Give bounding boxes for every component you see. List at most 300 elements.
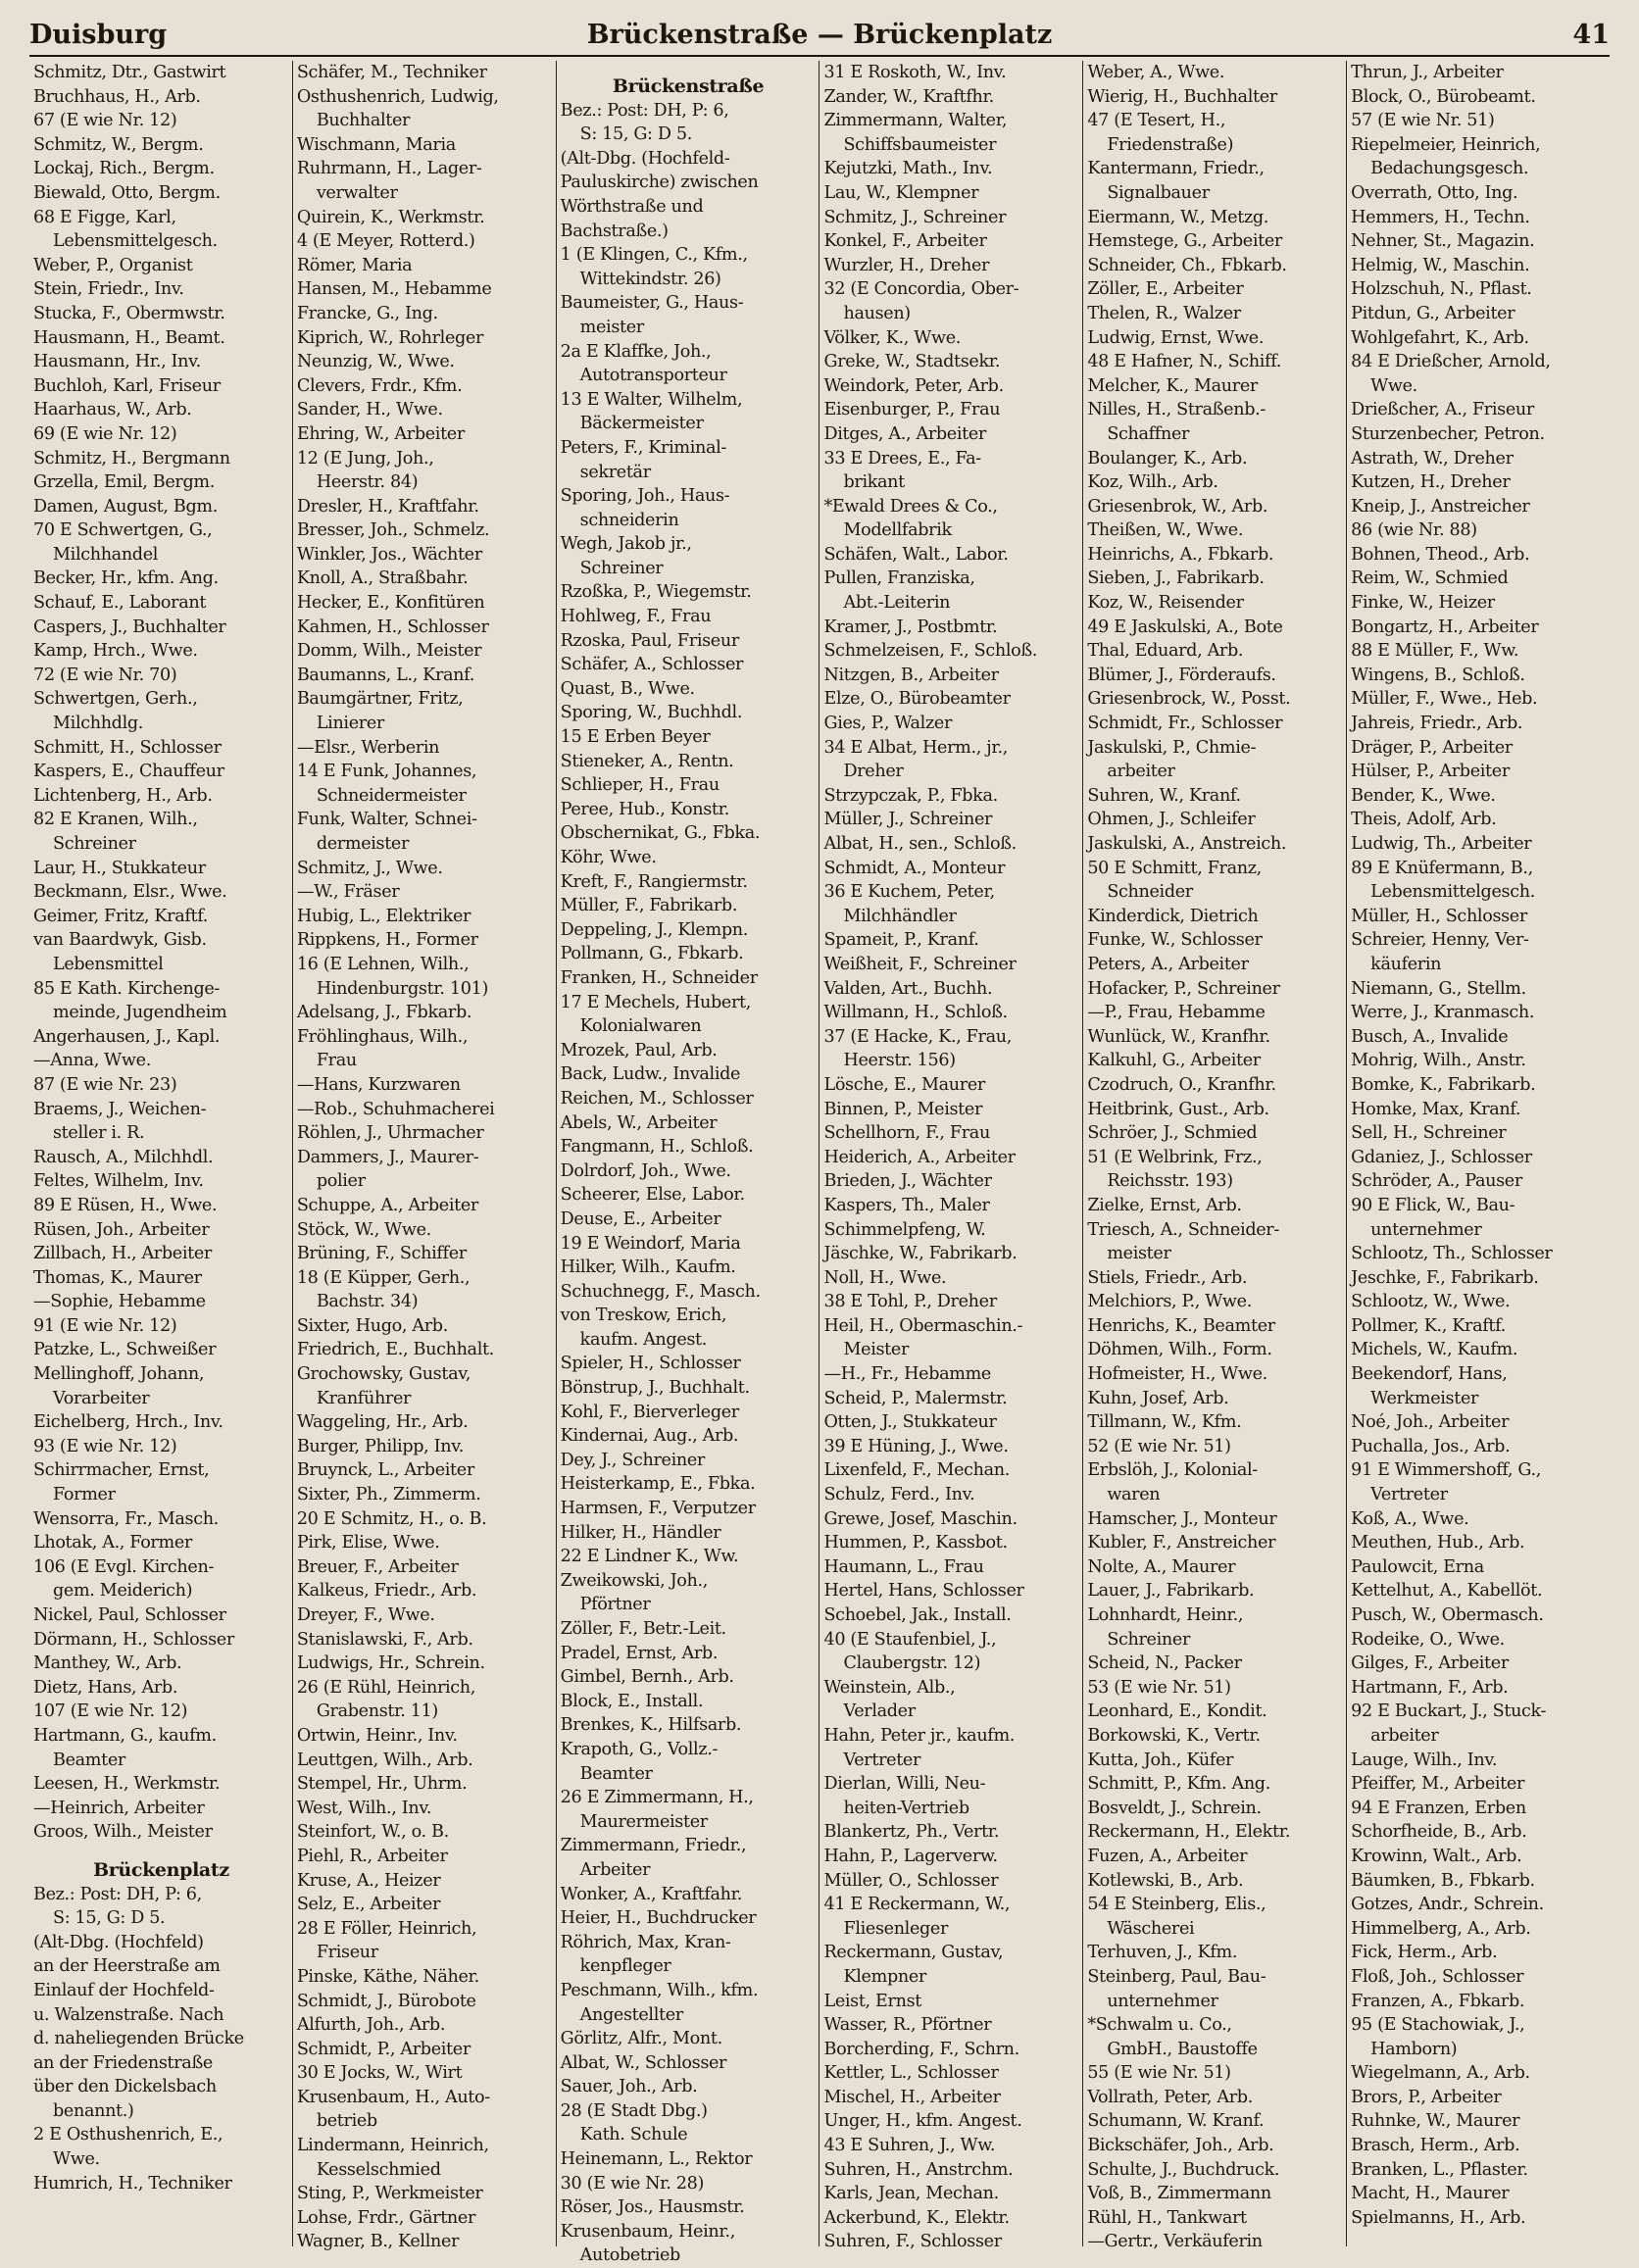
column-6 — [1346, 61, 1610, 2246]
entry-continuation: Kath. Schule — [579, 2125, 688, 2145]
directory-entry: Fick, Herm., Arb. — [1351, 1943, 1498, 1963]
column-1 — [29, 61, 292, 2246]
entry-continuation: Hindenburgstr. 101) — [316, 978, 488, 999]
entry-continuation: S: 15, G: D 5. — [53, 1908, 166, 1929]
directory-entry: 41 E Reckermann, W., — [823, 1895, 1011, 1915]
directory-entry: 47 (E Tesert, H., — [1087, 111, 1226, 131]
directory-entry: Meuthen, Hub., Arb. — [1351, 1533, 1525, 1553]
entry-continuation: Schreiner — [579, 558, 664, 578]
directory-entry: Müller, O., Schlosser — [823, 1870, 999, 1891]
directory-entry: Krusenbaum, Heinr., — [560, 2221, 735, 2242]
directory-entry: Borcherding, F., Schrn. — [823, 2039, 1019, 2059]
directory-entry: Hamscher, J., Monteur — [1087, 1508, 1277, 1529]
directory-entry: Wischmann, Maria — [296, 134, 456, 155]
directory-entry: Schäfer, M., Techniker — [296, 63, 487, 82]
entry-continuation: Kranführer — [316, 1388, 412, 1408]
entry-continuation: Schiffsbaumeister — [843, 134, 997, 155]
directory-entry: Himmelberg, A., Arb. — [1351, 1918, 1531, 1939]
directory-entry: Willmann, H., Schloß. — [823, 1003, 1008, 1023]
directory-entry: Haarhaus, W., Arb. — [33, 400, 192, 420]
directory-entry: Harmsen, F., Verputzer — [560, 1499, 756, 1519]
directory-entry: Kiprich, W., Rohrleger — [296, 327, 484, 348]
entry-continuation: Bedachungsgesch. — [1370, 159, 1529, 179]
directory-entry: Pfeiffer, M., Arbeiter — [1351, 1774, 1525, 1795]
directory-entry: Ludwigs, Hr., Schrein. — [296, 1653, 485, 1674]
directory-entry: Kinderdick, Dietrich — [1087, 906, 1259, 926]
entry-continuation: meister — [1107, 1244, 1171, 1264]
directory-entry: Hahn, Peter jr., kaufm. — [823, 1725, 1016, 1746]
directory-entry: Suhren, H., Anstrchm. — [823, 2159, 1014, 2180]
entry-continuation: betrieb — [316, 2111, 377, 2132]
directory-entry: Kramer, J., Postbmtr. — [823, 616, 998, 637]
directory-entry: Erbslöh, J., Kolonial- — [1087, 1460, 1258, 1481]
directory-entry: 34 E Albat, Herm., jr., — [823, 737, 1008, 758]
directory-entry: Schmidt, Fr., Schlosser — [1087, 714, 1283, 734]
directory-entry: Bruynck, L., Arbeiter — [296, 1460, 474, 1481]
directory-entry: Wierig, H., Buchhalter — [1087, 86, 1277, 107]
directory-entry: Sixter, Hugo, Arb. — [296, 1315, 448, 1336]
directory-entry: Ortwin, Heinr., Inv. — [296, 1725, 458, 1746]
directory-entry: Schirrmacher, Ernst, — [33, 1460, 210, 1481]
directory-entry: Scheid, N., Packer — [1087, 1653, 1242, 1674]
directory-entry: 107 (E wie Nr. 12) — [33, 1701, 188, 1722]
directory-entry: 33 E Drees, E., Fa- — [823, 448, 981, 468]
directory-entry: Steinberg, Paul, Bau- — [1087, 1966, 1266, 1987]
directory-entry: (Alt-Dbg. (Hochfeld- — [560, 148, 730, 169]
directory-entry: Sporing, Joh., Haus- — [560, 486, 730, 507]
directory-entry: Reim, W., Schmied — [1351, 568, 1509, 589]
directory-entry: Groos, Wilh., Meister — [33, 1822, 213, 1843]
directory-entry: Bez.: Post: DH, P: 6, — [33, 1884, 202, 1904]
directory-entry: Schwertgen, Gerh., — [33, 689, 198, 710]
directory-entry: Hilker, Wilh., Kaufm. — [560, 1257, 736, 1278]
directory-entry: 72 (E wie Nr. 70) — [33, 665, 177, 685]
directory-entry: 30 (E wie Nr. 28) — [560, 2173, 704, 2194]
directory-entry: Otten, J., Stukkateur — [823, 1412, 997, 1433]
directory-entry: Sander, H., Wwe. — [296, 400, 443, 420]
directory-entry: Henrichs, K., Beamter — [1087, 1315, 1275, 1336]
directory-entry: Lau, W., Klempner — [823, 182, 979, 203]
directory-entry: Strzypczak, P., Fbka. — [823, 785, 998, 806]
entry-continuation: Vertreter — [843, 1750, 921, 1770]
directory-entry: Tillmann, W., Kfm. — [1087, 1412, 1242, 1433]
directory-entry: Bickschäfer, Joh., Arb. — [1087, 2136, 1274, 2156]
directory-entry: Macht, H., Maurer — [1351, 2184, 1510, 2204]
entry-continuation: benannt.) — [53, 2100, 134, 2121]
directory-entry: Hilker, H., Händler — [560, 1522, 721, 1543]
street-heading: Brückenstraße — [612, 75, 765, 97]
column-4 — [819, 61, 1082, 2252]
directory-entry: Laur, H., Stukkateur — [33, 858, 206, 878]
entry-continuation: Milchhandel — [53, 544, 159, 565]
entry-continuation: käuferin — [1370, 954, 1442, 974]
entry-continuation: Werkmeister — [1370, 1388, 1479, 1408]
directory-entry: Obschernikat, G., Fbka. — [560, 823, 761, 844]
directory-entry: Wonker, A., Kraftfahr. — [560, 1884, 743, 1904]
directory-entry: Peree, Hub., Konstr. — [560, 799, 730, 819]
directory-entry: 87 (E wie Nr. 23) — [33, 1074, 177, 1095]
directory-entry: Schorfheide, B., Arb. — [1351, 1822, 1527, 1843]
directory-entry: Brüning, F., Schiffer — [296, 1244, 467, 1264]
directory-entry: Blümer, J., Förderaufs. — [1087, 665, 1276, 685]
directory-entry: Pradel, Ernst, Arb. — [560, 1643, 719, 1663]
directory-entry: 52 (E wie Nr. 51) — [1087, 1436, 1231, 1456]
directory-entry: von Treskow, Erich, — [560, 1306, 727, 1326]
directory-entry: Schuchnegg, F., Masch. — [560, 1281, 761, 1302]
directory-entry: Jahreis, Friedr., Arb. — [1351, 714, 1523, 734]
directory-entry: 93 (E wie Nr. 12) — [33, 1436, 177, 1456]
directory-entry: Caspers, J., Buchhalter — [33, 616, 226, 637]
directory-entry: 91 (E wie Nr. 12) — [33, 1315, 177, 1336]
directory-entry: Lindermann, Heinrich, — [296, 2136, 489, 2156]
entry-continuation: Vorarbeiter — [53, 1388, 150, 1408]
directory-entry: Schlieper, H., Frau — [560, 775, 720, 796]
directory-entry: Lockaj, Rich., Bergm. — [33, 159, 215, 179]
directory-entry: Zweikowski, Joh., — [560, 1570, 709, 1591]
directory-entry: Kalkeus, Friedr., Arb. — [296, 1581, 477, 1602]
directory-entry: West, Wilh., Inv. — [296, 1798, 432, 1818]
entry-continuation: gem. Meiderich) — [53, 1581, 193, 1602]
directory-entry: Krowinn, Walt., Arb. — [1351, 1846, 1522, 1866]
directory-entry: Schreier, Henny, Ver- — [1351, 930, 1529, 951]
directory-entry: Terhuven, J., Kfm. — [1087, 1943, 1238, 1963]
directory-entry: Hemstege, G., Arbeiter — [1087, 231, 1282, 252]
directory-entry: an der Friedenstraße — [33, 2052, 213, 2073]
entry-continuation: Former — [53, 1485, 116, 1505]
entry-continuation: brikant — [843, 472, 905, 493]
entry-continuation: Reichsstr. 193) — [1107, 1171, 1233, 1192]
directory-entry: Kuhn, Josef, Arb. — [1087, 1388, 1229, 1408]
directory-entry: Dammers, J., Maurer- — [296, 1147, 479, 1167]
directory-entry: Theis, Adolf, Arb. — [1351, 810, 1497, 830]
directory-entry: Lhotak, A., Former — [33, 1533, 192, 1553]
directory-entry: Nolte, A., Maurer — [1087, 1556, 1236, 1577]
directory-entry: Unger, H., kfm. Angest. — [823, 2111, 1022, 2132]
directory-entry: Hemmers, H., Techn. — [1351, 207, 1530, 227]
directory-entry: Kubler, F., Anstreicher — [1087, 1533, 1276, 1553]
directory-entry: 12 (E Jung, Joh., — [296, 448, 434, 468]
directory-entry: Hahn, P., Lagerverw. — [823, 1846, 998, 1866]
directory-entry: Kreft, F., Rangiermstr. — [560, 871, 748, 892]
directory-entry: Schmitt, P., Kfm. Ang. — [1087, 1774, 1270, 1795]
directory-entry: Angerhausen, J., Kapl. — [33, 1026, 221, 1047]
directory-entry: Bachstraße.) — [560, 221, 669, 241]
directory-entry: Hummen, P., Kassbot. — [823, 1533, 1008, 1553]
directory-entry: Drießcher, A., Friseur — [1351, 400, 1534, 420]
directory-entry: Stiels, Friedr., Arb. — [1087, 1267, 1248, 1288]
directory-entry: Jaskulski, A., Anstreich. — [1087, 834, 1287, 854]
directory-entry: —Heinrich, Arbeiter — [33, 1798, 205, 1818]
header-street-range: Brückenstraße — Brückenplatz — [586, 20, 1053, 50]
directory-entry: Leesen, H., Werkmstr. — [33, 1774, 221, 1795]
directory-entry: Wurzler, H., Dreher — [823, 255, 990, 275]
directory-entry: Döhmen, Wilh., Form. — [1087, 1340, 1272, 1360]
directory-entry: Bruchhaus, H., Arb. — [33, 86, 201, 107]
directory-entry: Suhren, W., Kranf. — [1087, 785, 1241, 806]
directory-entry: Thomas, K., Maurer — [33, 1267, 202, 1288]
directory-entry: Quirein, K., Werkmstr. — [296, 207, 485, 227]
directory-entry: Schmitz, J., Schreiner — [823, 207, 1007, 227]
directory-entry: Quast, B., Wwe. — [560, 678, 695, 699]
directory-entry: —W., Fräser — [296, 882, 400, 903]
directory-entry: Alfurth, Joh., Arb. — [296, 2015, 446, 2036]
directory-entry: Stanislawski, F., Arb. — [296, 1629, 473, 1650]
entry-continuation: Schreiner — [1107, 1629, 1191, 1650]
directory-entry: Kruse, A., Heizer — [296, 1870, 441, 1891]
directory-entry: Bresser, Joh., Schmelz. — [296, 520, 490, 541]
directory-entry: Pullen, Franziska, — [823, 568, 975, 589]
directory-entry: Knoll, A., Straßbahr. — [296, 568, 469, 589]
directory-entry: Neunzig, W., Wwe. — [296, 352, 455, 372]
directory-entry: Jäschke, W., Fabrikarb. — [823, 1244, 1018, 1264]
entry-continuation: Lebensmittelgesch. — [1370, 882, 1535, 903]
directory-entry: 26 (E Rühl, Heinrich, — [296, 1677, 476, 1698]
directory-entry: Schmitz, Dtr., Gastwirt — [33, 63, 226, 82]
directory-entry: Pauluskirche) zwischen — [560, 173, 759, 193]
directory-entry: Wohlgefahrt, K., Arb. — [1351, 327, 1529, 348]
directory-entry: Schäfer, A., Schlosser — [560, 655, 744, 675]
directory-entry: Schumann, W. Kranf. — [1087, 2111, 1265, 2132]
directory-entry: Blankertz, Ph., Vertr. — [823, 1822, 1000, 1843]
directory-entry: Sell, H., Schreiner — [1351, 1123, 1507, 1144]
directory-entry: Kutzen, H., Dreher — [1351, 472, 1511, 493]
directory-entry: Pusch, W., Obermasch. — [1351, 1605, 1544, 1625]
directory-entry: Homke, Max, Kranf. — [1351, 1099, 1521, 1119]
directory-entry: Bäumken, B., Fbkarb. — [1351, 1870, 1535, 1891]
directory-entry: Dierlan, Willi, Neu- — [823, 1774, 986, 1795]
directory-entry: Hartmann, G., kaufm. — [33, 1725, 217, 1746]
page-header — [29, 16, 1610, 57]
directory-entry: 53 (E wie Nr. 51) — [1087, 1677, 1231, 1698]
entry-continuation: verwalter — [316, 182, 398, 203]
directory-entry: Rühl, H., Tankwart — [1087, 2207, 1247, 2228]
directory-entry: Kamp, Hrch., Wwe. — [33, 641, 198, 662]
directory-entry: Kneip, J., Anstreicher — [1351, 496, 1530, 517]
entry-continuation: Verlader — [843, 1701, 916, 1722]
entry-continuation: Vertreter — [1370, 1485, 1448, 1505]
directory-entry: 2a E Klaffke, Joh., — [560, 341, 712, 362]
column-3 — [556, 61, 820, 2266]
directory-entry: Sporing, W., Buchhdl. — [560, 703, 743, 723]
directory-entry: Mellinghoff, Johann, — [33, 1364, 205, 1385]
directory-entry: Köhr, Wwe. — [560, 848, 657, 867]
directory-entry: Theißen, W., Wwe. — [1087, 520, 1244, 541]
directory-entry: 36 E Kuchem, Peter, — [823, 882, 995, 903]
directory-entry: Heinemann, L., Rektor — [560, 2149, 753, 2170]
directory-entry: Scheid, P., Malermstr. — [823, 1388, 1008, 1408]
directory-entry: Melchiors, P., Wwe. — [1087, 1292, 1252, 1312]
directory-entry: Heitbrink, Gust., Arb. — [1087, 1099, 1269, 1119]
entry-continuation: Frau — [316, 1051, 357, 1071]
directory-entry: Kettler, L., Schlosser — [823, 2063, 999, 2084]
directory-entry: Dreyer, F., Wwe. — [296, 1605, 435, 1625]
directory-entry: Lauer, J., Fabrikarb. — [1087, 1581, 1255, 1602]
directory-entry: 15 E Erben Beyer — [560, 727, 711, 748]
directory-entry: Nitzgen, B., Arbeiter — [823, 665, 999, 685]
entry-continuation: unternehmer — [1107, 1991, 1218, 2011]
directory-entry: Elze, O., Bürobeamter — [823, 689, 1011, 710]
directory-entry: Mohrig, Wilh., Anstr. — [1351, 1051, 1526, 1071]
directory-entry: Steinfort, W., o. B. — [296, 1822, 449, 1843]
directory-entry: Funk, Walter, Schnei- — [296, 810, 477, 830]
directory-entry: Voß, B., Zimmermann — [1087, 2184, 1271, 2204]
entry-continuation: Autobetrieb — [579, 2245, 680, 2266]
directory-entry: Einlauf der Hochfeld- — [33, 1980, 215, 2000]
entry-continuation: Friseur — [316, 1943, 378, 1963]
directory-entry: Humrich, H., Techniker — [33, 2173, 232, 2194]
directory-entry: Kejutzki, Math., Inv. — [823, 159, 993, 179]
directory-entry: 4 (E Meyer, Rotterd.) — [296, 231, 475, 252]
directory-entry: Lohnhardt, Heinr., — [1087, 1605, 1244, 1625]
directory-entry: Selz, E., Arbeiter — [296, 1895, 441, 1915]
directory-entry: Waggeling, Hr., Arb. — [296, 1412, 469, 1433]
directory-entry: Patzke, L., Schweißer — [33, 1340, 217, 1360]
directory-entry: Koz, Wilh., Arb. — [1087, 472, 1218, 493]
directory-entry: Noll, H., Wwe. — [823, 1267, 947, 1288]
directory-entry: 18 (E Küpper, Gerh., — [296, 1267, 471, 1288]
directory-entry: 49 E Jaskulski, A., Bote — [1087, 616, 1283, 637]
directory-entry: Gdaniez, J., Schlosser — [1351, 1147, 1532, 1167]
entry-continuation: sekretär — [579, 462, 651, 482]
directory-entry: 39 E Hüning, J., Wwe. — [823, 1436, 1009, 1456]
directory-entry: Clevers, Frdr., Kfm. — [296, 375, 463, 396]
directory-entry: Floß, Joh., Schlosser — [1351, 1966, 1524, 1987]
directory-entry: Sixter, Ph., Zimmerm. — [296, 1485, 481, 1505]
entry-continuation: Friedenstraße) — [1107, 134, 1234, 155]
directory-entry: —P., Frau, Hebamme — [1087, 1003, 1266, 1023]
directory-entry: Geimer, Fritz, Kraftf. — [33, 906, 209, 926]
entry-continuation: Pförtner — [579, 1595, 651, 1615]
directory-entry: Koß, A., Wwe. — [1351, 1508, 1469, 1529]
directory-entry: Lixenfeld, F., Mechan. — [823, 1460, 1011, 1481]
directory-entry: —Hans, Kurzwaren — [296, 1074, 461, 1095]
directory-entry: Bohnen, Theod., Arb. — [1351, 544, 1530, 565]
directory-entry: Branken, L., Pflaster. — [1351, 2159, 1528, 2180]
directory-entry: Leonhard, E., Kondit. — [1087, 1701, 1267, 1722]
directory-entry: 85 E Kath. Kirchenge- — [33, 978, 221, 999]
entry-continuation: Wäscherei — [1107, 1918, 1195, 1939]
entry-continuation: Arbeiter — [579, 1859, 651, 1880]
entry-continuation: Beamter — [579, 1763, 653, 1784]
directory-entry: 20 E Schmitz, H., o. B. — [296, 1508, 487, 1529]
directory-entry: Dresler, H., Kraftfahr. — [296, 496, 479, 517]
directory-entry: Breuer, F., Arbeiter — [296, 1556, 459, 1577]
entry-continuation: arbeiter — [1107, 762, 1175, 782]
directory-entry: Schmitz, H., Bergmann — [33, 448, 230, 468]
directory-entry: Bongartz, H., Arbeiter — [1351, 616, 1539, 637]
directory-entry: Ruhnke, W., Maurer — [1351, 2111, 1520, 2132]
directory-entry: Gotzes, Andr., Schrein. — [1351, 1895, 1544, 1915]
directory-entry: Weißheit, F., Schreiner — [823, 954, 1017, 974]
directory-entry: Hecker, E., Konfitüren — [296, 593, 485, 614]
directory-entry: Finke, W., Heizer — [1351, 593, 1495, 614]
entry-continuation: Klempner — [843, 1966, 926, 1987]
directory-entry: Gies, P., Walzer — [823, 714, 953, 734]
directory-entry: 38 E Tohl, P., Dreher — [823, 1292, 997, 1312]
directory-entry: 95 (E Stachowiak, J., — [1351, 2015, 1525, 2036]
directory-entry: Nilles, H., Straßenb.- — [1087, 400, 1266, 420]
directory-entry: 67 (E wie Nr. 12) — [33, 111, 177, 131]
directory-entry: Heinrichs, A., Fbkarb. — [1087, 544, 1274, 565]
directory-entry: 88 E Müller, F., Ww. — [1351, 641, 1519, 662]
directory-entry: 1 (E Klingen, C., Kfm., — [560, 245, 748, 266]
directory-entry: Ludwig, Ernst, Wwe. — [1087, 327, 1265, 348]
entry-continuation: Bachstr. 34) — [316, 1292, 419, 1312]
directory-entry: 22 E Lindner K., Ww. — [560, 1547, 739, 1567]
directory-entry: 43 E Suhren, J., Ww. — [823, 2136, 996, 2156]
directory-entry: 28 E Föller, Heinrich, — [296, 1918, 477, 1939]
entry-continuation: hausen) — [843, 303, 911, 323]
directory-entry: 40 (E Staufenbiel, J., — [823, 1629, 997, 1650]
directory-entry: Grochowsky, Gustav, — [296, 1364, 471, 1385]
entry-continuation: Modellfabrik — [843, 520, 952, 541]
directory-entry: Schmidt, J., Bürobote — [296, 1991, 476, 2011]
entry-continuation: Schneider — [1107, 882, 1193, 903]
directory-entry: Fangmann, H., Schloß. — [560, 1137, 754, 1158]
directory-entry: Block, O., Bürobeamt. — [1351, 86, 1536, 107]
directory-entry: Weinstein, Alb., — [823, 1677, 956, 1698]
directory-entry: Krusenbaum, H., Auto- — [296, 2087, 490, 2107]
directory-entry: Boulanger, K., Arb. — [1087, 448, 1248, 468]
directory-entry: Osthushenrich, Ludwig, — [296, 86, 499, 107]
directory-entry: Pollmer, K., Kraftf. — [1351, 1315, 1506, 1336]
directory-entry: Wunlück, W., Kranfhr. — [1087, 1026, 1270, 1047]
directory-entry: Schuppe, A., Arbeiter — [296, 1195, 478, 1215]
directory-entry: Paulowcit, Erna — [1351, 1556, 1484, 1577]
directory-entry: Hülser, P., Arbeiter — [1351, 762, 1510, 782]
directory-entry: Schröer, J., Schmied — [1087, 1123, 1258, 1144]
entry-continuation: Kolonialwaren — [579, 1016, 702, 1037]
directory-entry: Holzschuh, N., Pflast. — [1351, 279, 1532, 300]
directory-entry: Zöller, F., Betr.-Leit. — [560, 1619, 726, 1639]
directory-entry: Zimmermann, Walter, — [823, 111, 1008, 131]
directory-entry: Weindork, Peter, Arb. — [823, 375, 1004, 396]
directory-entry: Thelen, R., Walzer — [1087, 303, 1241, 323]
directory-entry: 19 E Weindorf, Maria — [560, 1233, 741, 1254]
entry-continuation: Beamter — [53, 1750, 125, 1770]
entry-continuation: Claubergstr. 12) — [843, 1653, 981, 1674]
directory-entry: Röhrich, Max, Kran- — [560, 1932, 731, 1952]
header-city: Duisburg — [29, 20, 168, 50]
directory-entry: Adelsang, J., Fbkarb. — [296, 1003, 472, 1023]
directory-entry: Francke, G., Ing. — [296, 303, 438, 323]
directory-entry: Reckermann, H., Elektr. — [1087, 1822, 1291, 1843]
directory-entry: 17 E Mechels, Hubert, — [560, 992, 752, 1012]
directory-entry: van Baardwyk, Gisb. — [33, 930, 207, 951]
entry-continuation: meister — [579, 317, 644, 337]
directory-entry: Heil, H., Obermaschin.- — [823, 1315, 1023, 1336]
directory-entry: Kaspers, E., Chauffeur — [33, 762, 224, 782]
directory-entry: Schmitz, J., Wwe. — [296, 858, 443, 878]
directory-entry: Heisterkamp, E., Fbka. — [560, 1474, 756, 1495]
directory-entry: Wasser, R., Pförtner — [823, 2015, 992, 2036]
directory-entry: Buchloh, Karl, Friseur — [33, 375, 221, 396]
directory-entry: —Rob., Schuhmacherei — [296, 1099, 495, 1119]
directory-entry: Albat, W., Schlosser — [560, 2052, 727, 2073]
directory-entry: Kotlewski, B., Arb. — [1087, 1870, 1244, 1891]
directory-entry: Lichtenberg, H., Arb. — [33, 785, 213, 806]
entry-continuation: Milchhändler — [843, 906, 957, 926]
directory-entry: Pitdun, G., Arbeiter — [1351, 303, 1515, 323]
directory-entry: Bender, K., Wwe. — [1351, 785, 1496, 806]
directory-entry: 69 (E wie Nr. 12) — [33, 423, 177, 444]
directory-entry: Feltes, Wilhelm, Inv. — [33, 1171, 204, 1192]
directory-entry: 90 E Flick, W., Bau- — [1351, 1195, 1515, 1215]
directory-entry: 48 E Hafner, N., Schiff. — [1087, 352, 1281, 372]
directory-entry: 82 E Kranen, Wilh., — [33, 810, 198, 830]
directory-entry: Thal, Eduard, Arb. — [1087, 641, 1244, 662]
directory-entry: an der Heerstraße am — [33, 1956, 221, 1977]
